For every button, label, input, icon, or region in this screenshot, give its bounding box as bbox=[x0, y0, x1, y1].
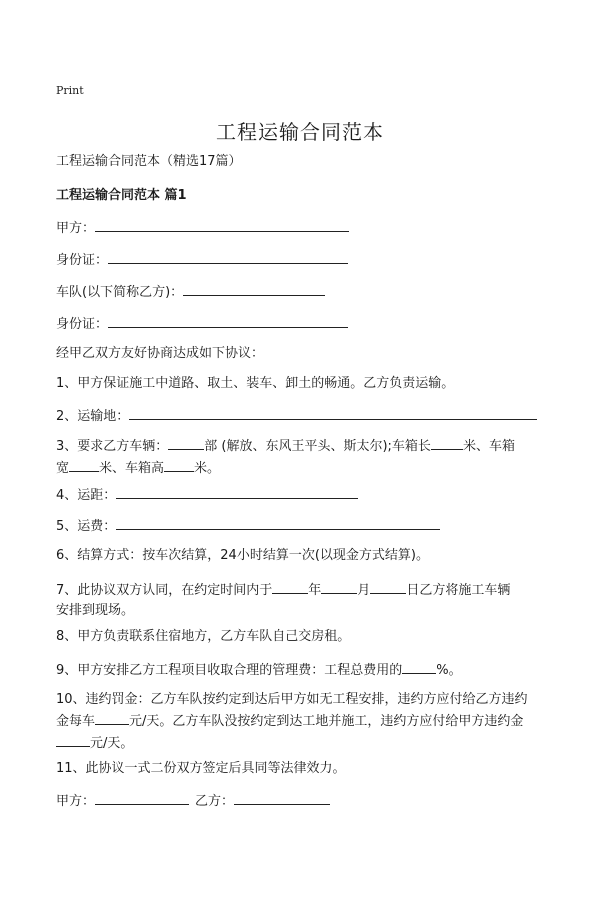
clause-7-text-e: 安排到现场。 bbox=[56, 603, 135, 618]
clause-7-text-c: 月 bbox=[357, 583, 371, 598]
clause-7-text-b: 年 bbox=[308, 583, 322, 598]
fleet-label: 车队(以下简称乙方)： bbox=[56, 285, 184, 300]
id-label-1: 身份证： bbox=[56, 253, 109, 268]
sign-a-label: 甲方： bbox=[56, 794, 96, 809]
clause-3-blank-length bbox=[431, 435, 463, 450]
clause-3-text-c: 米、车箱 bbox=[462, 439, 515, 454]
clause-3-blank-height bbox=[164, 457, 194, 472]
clause-9 bbox=[56, 659, 462, 681]
id-row-1 bbox=[56, 249, 348, 271]
clause-11: 11、此协议一式二份双方签定后具同等法律效力。 bbox=[56, 761, 346, 776]
clause-9-text-a: 9、甲方安排乙方工程项目收取合理的管理费：工程总费用的 bbox=[56, 663, 403, 678]
intro-text: 经甲乙双方友好协商达成如下协议： bbox=[56, 346, 265, 361]
clause-3-blank-count bbox=[168, 435, 204, 450]
print-label: Print bbox=[56, 84, 84, 97]
party-a-blank bbox=[95, 217, 349, 232]
clause-9-blank-percent bbox=[402, 659, 436, 674]
clause-8: 8、甲方负责联系住宿地方，乙方车队自己交房租。 bbox=[56, 629, 351, 644]
clause-10-text-b: 金每车 bbox=[56, 714, 96, 729]
clause-7-blank-year bbox=[272, 579, 308, 594]
clause-3-blank-width bbox=[69, 457, 99, 472]
clause-9-text-b: %。 bbox=[436, 663, 462, 678]
clause-4-blank bbox=[116, 484, 358, 499]
sign-a-blank bbox=[95, 790, 189, 805]
clause-5-blank bbox=[116, 515, 440, 530]
document-title: 工程运输合同范本 bbox=[216, 120, 384, 144]
party-a-label: 甲方： bbox=[56, 221, 96, 236]
clause-10-blank-fine-b bbox=[56, 732, 90, 747]
id-blank-1 bbox=[108, 249, 348, 264]
clause-2-label: 2、运输地： bbox=[56, 409, 130, 424]
clause-10-text-a: 10、违约罚金：乙方车队按约定到达后甲方如无工程安排，违约方应付给乙方违约 bbox=[56, 692, 528, 707]
clause-2-row bbox=[56, 405, 537, 427]
id-blank-2 bbox=[108, 313, 348, 328]
clause-1: 1、甲方保证施工中道路、取土、装车、卸土的畅通。乙方负责运输。 bbox=[56, 376, 455, 391]
clause-5-label: 5、运费： bbox=[56, 519, 117, 534]
clause-7-text-a: 7、此协议双方认同，在约定时间内于 bbox=[56, 583, 273, 598]
clause-3 bbox=[56, 435, 546, 479]
clause-5-row bbox=[56, 515, 440, 537]
id-label-2: 身份证： bbox=[56, 317, 109, 332]
clause-3-text-d: 宽 bbox=[56, 461, 70, 476]
clause-7-text-d: 日乙方将施工车辆 bbox=[406, 583, 511, 598]
clause-4-label: 4、运距： bbox=[56, 488, 117, 503]
clause-3-text-e: 米、车箱高 bbox=[99, 461, 165, 476]
section-heading: 工程运输合同范本 篇1 bbox=[56, 188, 187, 203]
clause-10-text-d: 元/天。 bbox=[90, 736, 134, 751]
fleet-blank bbox=[183, 281, 325, 296]
clause-7-blank-month bbox=[321, 579, 357, 594]
clause-10-blank-fine-a bbox=[95, 710, 129, 725]
clause-10 bbox=[56, 690, 546, 754]
document-subtitle: 工程运输合同范本（精选17篇） bbox=[56, 154, 242, 169]
id-row-2 bbox=[56, 313, 348, 335]
clause-6: 6、结算方式：按车次结算，24小时结算一次(以现金方式结算)。 bbox=[56, 548, 429, 563]
clause-7 bbox=[56, 579, 546, 621]
fleet-row bbox=[56, 281, 325, 303]
clause-10-text-c: 元/天。乙方车队没按约定到达工地并施工，违约方应付给甲方违约金 bbox=[129, 714, 524, 729]
clause-3-text-b: 部 (解放、东风王平头、斯太尔);车箱长 bbox=[204, 439, 431, 454]
party-a-row bbox=[56, 217, 349, 239]
clause-7-blank-day bbox=[370, 579, 406, 594]
signature-row bbox=[56, 790, 330, 812]
clause-3-text-a: 3、要求乙方车辆： bbox=[56, 439, 169, 454]
clause-2-blank bbox=[129, 405, 537, 420]
clause-3-text-f: 米。 bbox=[194, 461, 221, 476]
sign-b-blank bbox=[234, 790, 330, 805]
clause-4-row bbox=[56, 484, 358, 506]
sign-b-label: 乙方： bbox=[195, 794, 235, 809]
